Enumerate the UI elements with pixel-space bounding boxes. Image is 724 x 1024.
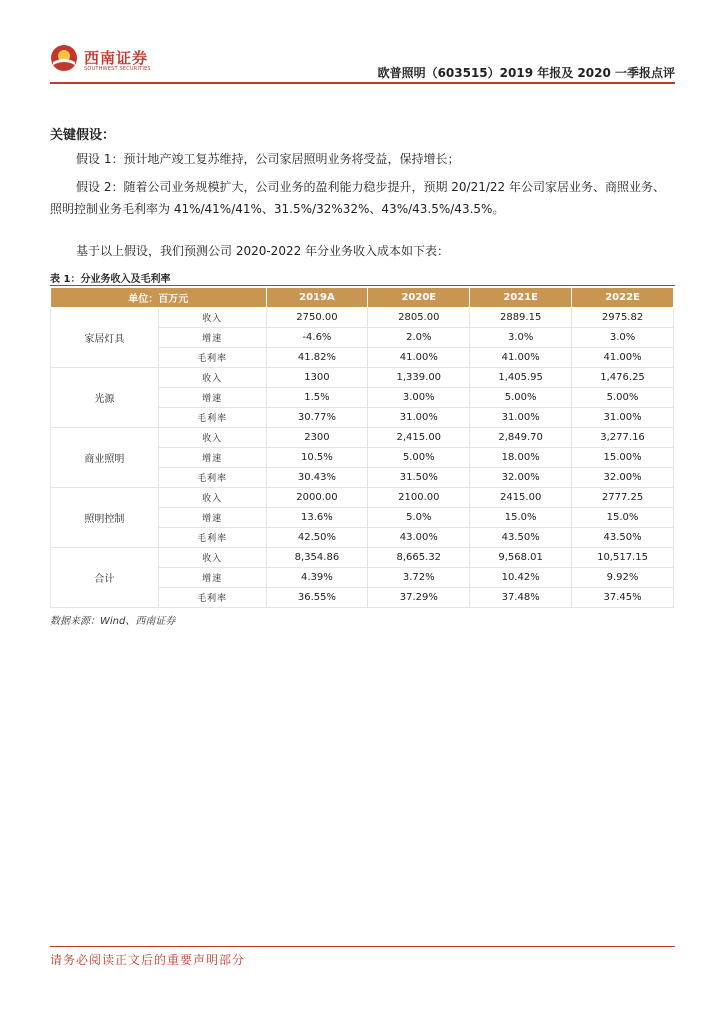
value-cell: 15.0% bbox=[470, 508, 572, 528]
value-cell: 2100.00 bbox=[368, 488, 470, 508]
value-cell: 3,277.16 bbox=[572, 428, 674, 448]
header-divider bbox=[50, 82, 675, 84]
value-cell: 2889.15 bbox=[470, 308, 572, 328]
sun-logo-icon bbox=[50, 44, 78, 72]
table-caption: 表 1：分业务收入及毛利率 bbox=[50, 274, 171, 285]
value-cell: 31.00% bbox=[470, 408, 572, 428]
value-cell: 37.29% bbox=[368, 588, 470, 608]
table-row bbox=[51, 308, 674, 328]
metric-label: 收入 bbox=[158, 368, 266, 388]
segment-name: 商业照明 bbox=[51, 428, 159, 488]
value-cell: 2.0% bbox=[368, 328, 470, 348]
value-cell: 2300 bbox=[266, 428, 368, 448]
logo-chinese-name: 西南证券 bbox=[84, 49, 149, 67]
value-cell: 2750.00 bbox=[266, 308, 368, 328]
value-cell: 41.00% bbox=[368, 348, 470, 368]
value-cell: 2000.00 bbox=[266, 488, 368, 508]
metric-label: 毛利率 bbox=[158, 528, 266, 548]
value-cell: 2415.00 bbox=[470, 488, 572, 508]
metric-label: 增速 bbox=[158, 448, 266, 468]
metric-label: 增速 bbox=[158, 508, 266, 528]
value-cell: 30.77% bbox=[266, 408, 368, 428]
assumption-1: 假设 1：预计地产竣工复苏维持，公司家居照明业务将受益，保持增长； bbox=[76, 152, 460, 166]
value-cell: 43.50% bbox=[572, 528, 674, 548]
year-header: 2021E bbox=[470, 288, 572, 308]
value-cell: 9,568.01 bbox=[470, 548, 572, 568]
table-row bbox=[51, 548, 674, 568]
caption-divider bbox=[50, 285, 675, 286]
page-header bbox=[50, 40, 675, 82]
unit-header: 单位：百万元 bbox=[51, 288, 267, 308]
segment-name: 照明控制 bbox=[51, 488, 159, 548]
value-cell: 43.00% bbox=[368, 528, 470, 548]
value-cell: 2805.00 bbox=[368, 308, 470, 328]
value-cell: 10.5% bbox=[266, 448, 368, 468]
value-cell: 30.43% bbox=[266, 468, 368, 488]
value-cell: 8,665.32 bbox=[368, 548, 470, 568]
metric-label: 收入 bbox=[158, 488, 266, 508]
value-cell: 41.00% bbox=[572, 348, 674, 368]
value-cell: 2777.25 bbox=[572, 488, 674, 508]
footer-divider bbox=[50, 946, 675, 947]
value-cell: 1,339.00 bbox=[368, 368, 470, 388]
value-cell: 4.39% bbox=[266, 568, 368, 588]
value-cell: 1,405.95 bbox=[470, 368, 572, 388]
value-cell: 8,354.86 bbox=[266, 548, 368, 568]
value-cell: 3.0% bbox=[572, 328, 674, 348]
value-cell: 5.00% bbox=[572, 388, 674, 408]
value-cell: 36.55% bbox=[266, 588, 368, 608]
metric-label: 毛利率 bbox=[158, 408, 266, 428]
year-header: 2020E bbox=[368, 288, 470, 308]
metric-label: 收入 bbox=[158, 548, 266, 568]
value-cell: 32.00% bbox=[470, 468, 572, 488]
value-cell: 37.48% bbox=[470, 588, 572, 608]
value-cell: 42.50% bbox=[266, 528, 368, 548]
year-header: 2019A bbox=[266, 288, 368, 308]
value-cell: 43.50% bbox=[470, 528, 572, 548]
disclaimer-footer: 请务必阅读正文后的重要声明部分 bbox=[50, 953, 246, 967]
table-header-row bbox=[51, 288, 674, 308]
value-cell: 2,849.70 bbox=[470, 428, 572, 448]
value-cell: 9.92% bbox=[572, 568, 674, 588]
value-cell: 2,415.00 bbox=[368, 428, 470, 448]
value-cell: 1300 bbox=[266, 368, 368, 388]
segment-name: 光源 bbox=[51, 368, 159, 428]
metric-label: 毛利率 bbox=[158, 468, 266, 488]
data-source: 数据来源：Wind、西南证券 bbox=[50, 616, 176, 627]
metric-label: 收入 bbox=[158, 428, 266, 448]
value-cell: 41.00% bbox=[470, 348, 572, 368]
value-cell: 31.00% bbox=[368, 408, 470, 428]
segment-name: 家居灯具 bbox=[51, 308, 159, 368]
value-cell: -4.6% bbox=[266, 328, 368, 348]
value-cell: 18.00% bbox=[470, 448, 572, 468]
value-cell: 41.82% bbox=[266, 348, 368, 368]
value-cell: 3.72% bbox=[368, 568, 470, 588]
value-cell: 10,517.15 bbox=[572, 548, 674, 568]
value-cell: 15.00% bbox=[572, 448, 674, 468]
metric-label: 毛利率 bbox=[158, 348, 266, 368]
table-body bbox=[51, 308, 674, 608]
value-cell: 10.42% bbox=[470, 568, 572, 588]
metric-label: 增速 bbox=[158, 388, 266, 408]
value-cell: 3.0% bbox=[470, 328, 572, 348]
year-header: 2022E bbox=[572, 288, 674, 308]
assumption-2: 假设 2：随着公司业务规模扩大，公司业务的盈利能力稳步提升，预期 20/21/22 年公司家居业务、商照业务、照明控制业务毛利率为 41%/41%/41%、31.5%/32%32%、43%/43.5%/43.5%。 bbox=[50, 180, 665, 216]
value-cell: 3.00% bbox=[368, 388, 470, 408]
metric-label: 收入 bbox=[158, 308, 266, 328]
section-title: 关键假设： bbox=[50, 128, 116, 143]
metric-label: 毛利率 bbox=[158, 588, 266, 608]
value-cell: 2975.82 bbox=[572, 308, 674, 328]
logo-english-name: SOUTHWEST SECURITIES bbox=[84, 66, 151, 72]
table-row bbox=[51, 368, 674, 388]
metric-label: 增速 bbox=[158, 568, 266, 588]
value-cell: 31.50% bbox=[368, 468, 470, 488]
value-cell: 1,476.25 bbox=[572, 368, 674, 388]
value-cell: 5.00% bbox=[368, 448, 470, 468]
value-cell: 1.5% bbox=[266, 388, 368, 408]
company-logo bbox=[50, 44, 160, 76]
revenue-margin-table bbox=[50, 287, 674, 608]
value-cell: 32.00% bbox=[572, 468, 674, 488]
value-cell: 37.45% bbox=[572, 588, 674, 608]
value-cell: 31.00% bbox=[572, 408, 674, 428]
forecast-intro: 基于以上假设，我们预测公司 2020-2022 年分业务收入成本如下表： bbox=[76, 244, 450, 258]
metric-label: 增速 bbox=[158, 328, 266, 348]
table-row bbox=[51, 488, 674, 508]
segment-name: 合计 bbox=[51, 548, 159, 608]
value-cell: 15.0% bbox=[572, 508, 674, 528]
report-title: 欧普照明（603515）2019 年报及 2020 一季报点评 bbox=[377, 66, 675, 80]
value-cell: 5.00% bbox=[470, 388, 572, 408]
value-cell: 13.6% bbox=[266, 508, 368, 528]
table-row bbox=[51, 428, 674, 448]
value-cell: 5.0% bbox=[368, 508, 470, 528]
